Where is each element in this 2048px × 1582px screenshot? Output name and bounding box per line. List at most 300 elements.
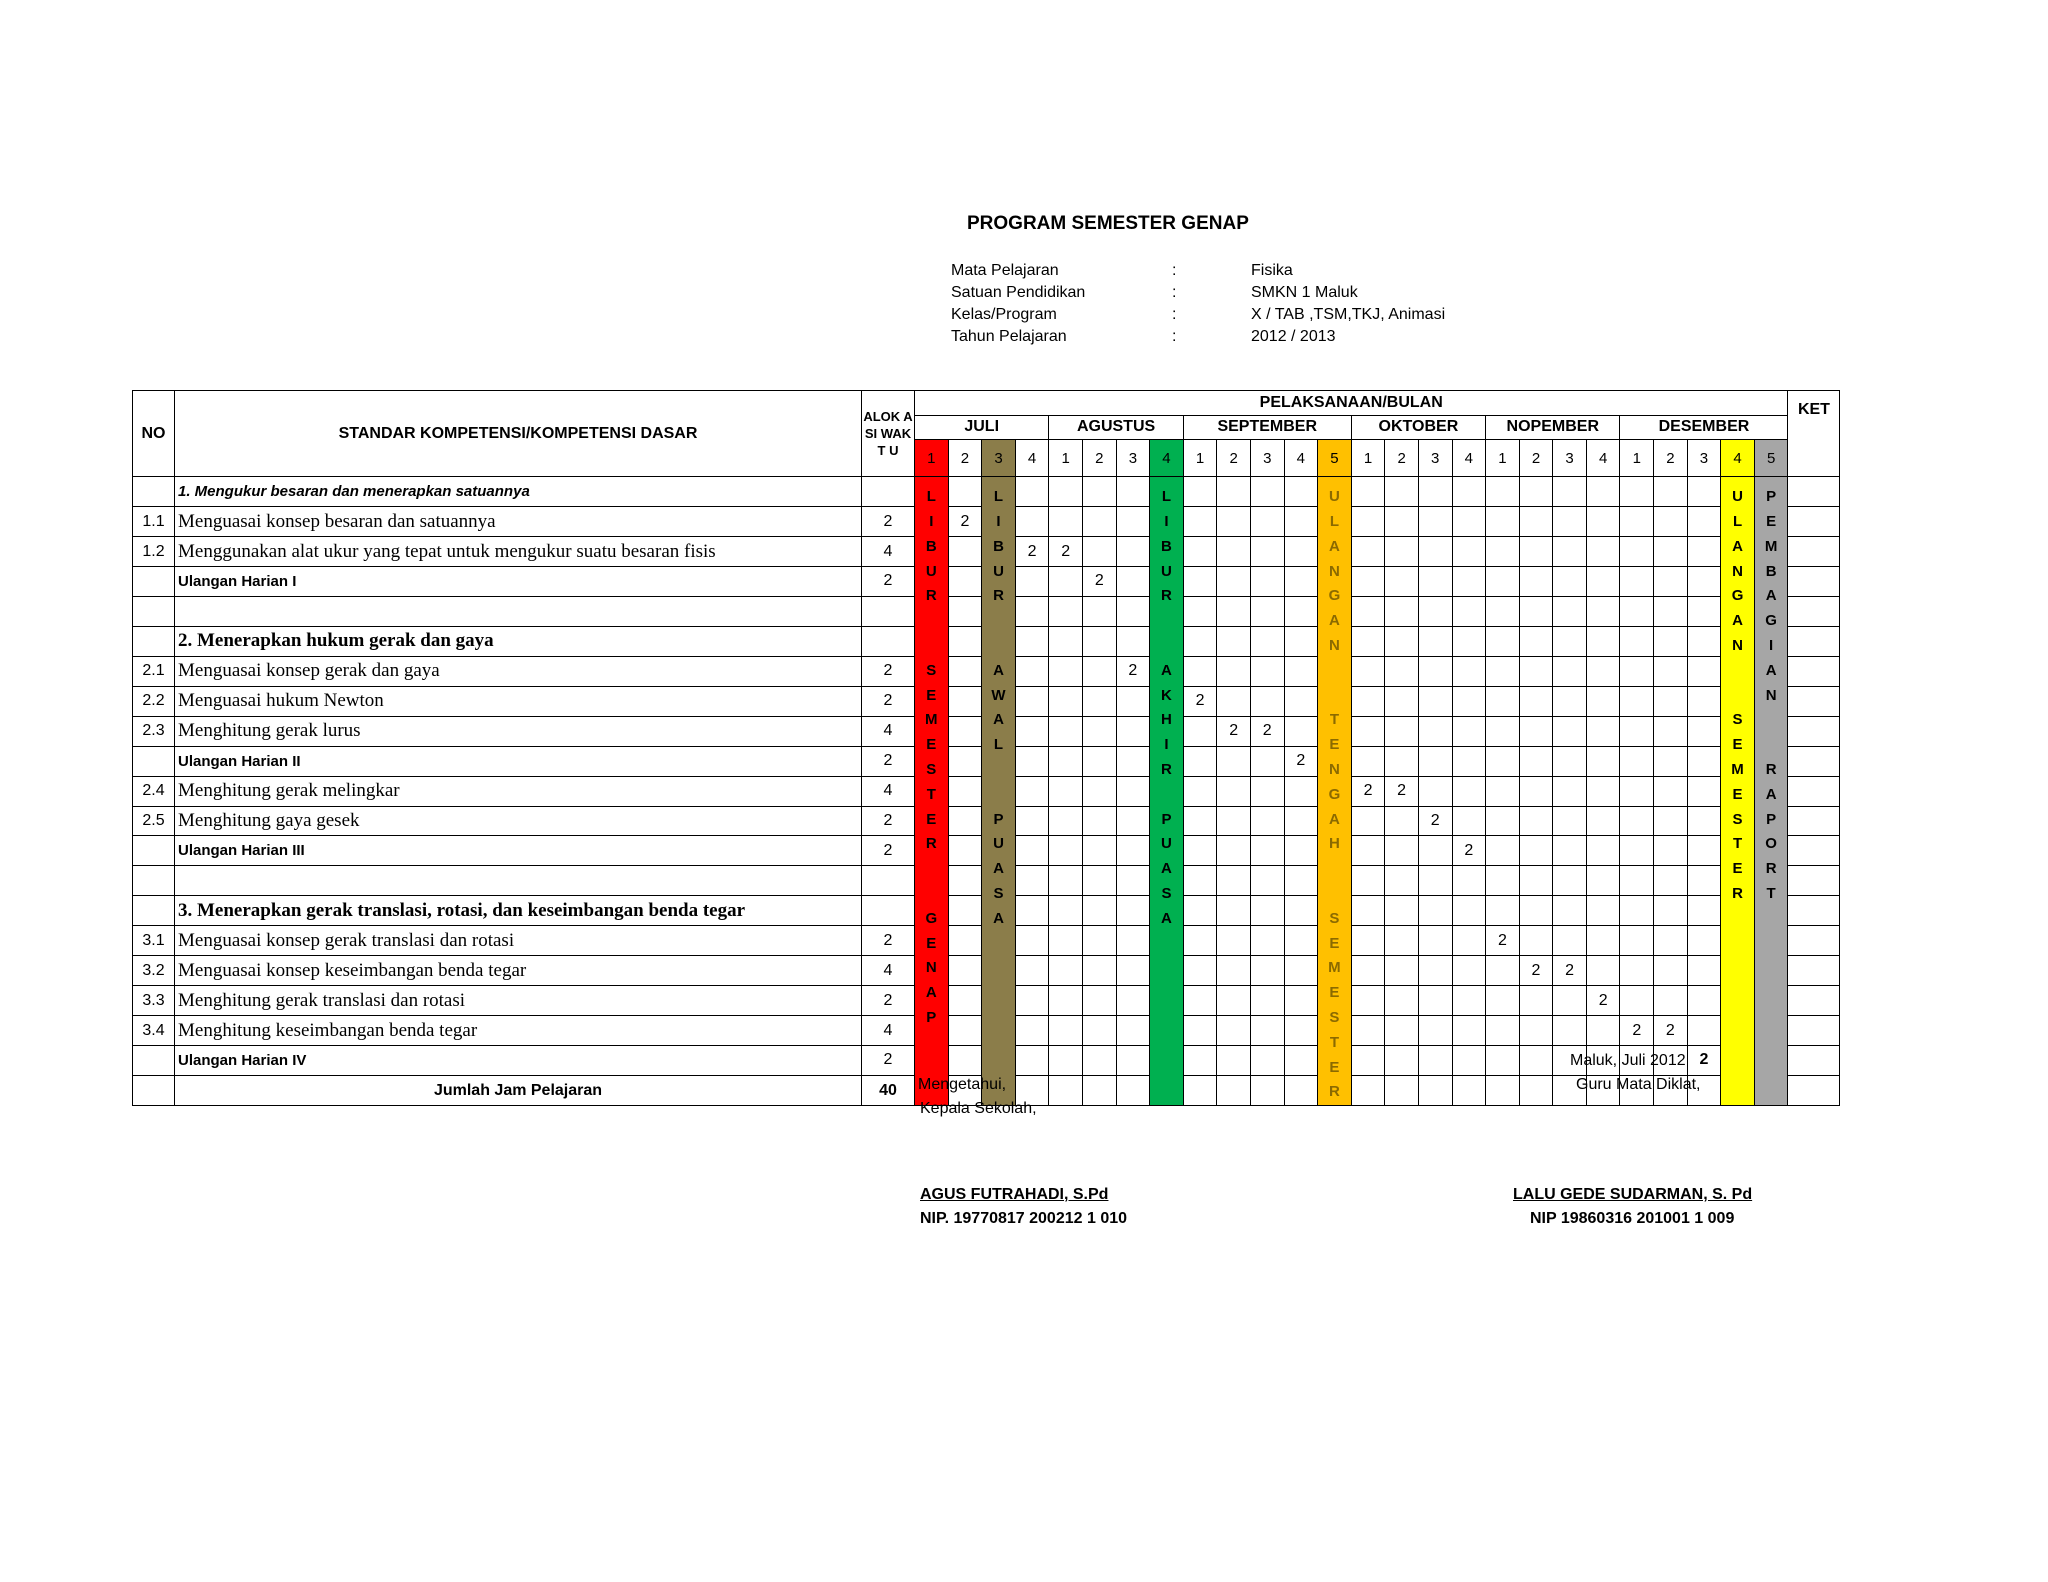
empty-cell — [948, 746, 982, 776]
vertical-letter: R — [1732, 884, 1743, 902]
empty-cell — [1116, 507, 1150, 537]
row-no — [133, 477, 175, 507]
empty-cell — [1250, 626, 1284, 656]
hours-cell: 2 — [1553, 956, 1587, 986]
teacher-title: Guru Mata Diklat, — [1576, 1076, 1701, 1093]
info-value: SMKN 1 Maluk — [1251, 284, 1358, 301]
empty-cell — [1116, 626, 1150, 656]
empty-cell — [1418, 1046, 1452, 1076]
empty-cell — [1486, 507, 1520, 537]
info-value: Fisika — [1251, 262, 1293, 279]
competency-standard: 1. Mengukur besaran dan menerapkan satuannya — [175, 477, 862, 507]
empty-cell — [1586, 926, 1620, 956]
teacher-name: LALU GEDE SUDARMAN, S. Pd — [1513, 1186, 1753, 1203]
competency-label: Menghitung gerak melingkar — [175, 776, 862, 806]
empty-cell — [1284, 1075, 1318, 1105]
hours-cell: 2 — [1183, 686, 1217, 716]
empty-cell — [948, 716, 982, 746]
empty-cell — [1586, 806, 1620, 836]
empty-cell — [1687, 776, 1721, 806]
principal-title: Kepala Sekolah, — [920, 1100, 1037, 1117]
row-no — [133, 836, 175, 866]
week-cell: 3 — [982, 440, 1016, 477]
empty-cell — [948, 896, 982, 926]
competency-label: Menghitung gerak translasi dan rotasi — [175, 986, 862, 1016]
empty-cell — [1015, 596, 1049, 626]
empty-cell — [1452, 866, 1486, 896]
competency-label: Menguasai konsep besaran dan satuannya — [175, 507, 862, 537]
empty-cell — [1015, 926, 1049, 956]
empty-cell — [1284, 776, 1318, 806]
vertical-letter: H — [1161, 711, 1172, 729]
empty-cell — [1620, 537, 1654, 567]
empty-cell — [1519, 686, 1553, 716]
ket-cell — [1788, 477, 1840, 507]
empty-cell — [1015, 746, 1049, 776]
empty-cell — [1620, 567, 1654, 597]
empty-cell — [1452, 1046, 1486, 1076]
vertical-label — [1150, 477, 1184, 1106]
empty-cell — [1284, 567, 1318, 597]
empty-cell — [1284, 926, 1318, 956]
competency-label: Ulangan Harian III — [175, 836, 862, 866]
empty-cell — [1553, 477, 1587, 507]
empty-cell — [1654, 716, 1688, 746]
allocation — [862, 626, 915, 656]
empty-cell — [1351, 836, 1385, 866]
vertical-letter: U — [993, 562, 1004, 580]
empty-cell — [1654, 956, 1688, 986]
vertical-letter: E — [1329, 736, 1340, 754]
empty-cell — [1015, 477, 1049, 507]
empty-cell — [1284, 596, 1318, 626]
empty-cell — [1284, 716, 1318, 746]
empty-cell — [948, 537, 982, 567]
vertical-letter — [982, 609, 1015, 634]
competency-standard: 3. Menerapkan gerak translasi, rotasi, dan keseimbangan benda tegar — [175, 896, 862, 926]
week-cell: 4 — [1150, 440, 1184, 477]
empty-cell — [1519, 1046, 1553, 1076]
vertical-letter: R — [1161, 587, 1172, 605]
empty-cell — [1015, 896, 1049, 926]
empty-cell — [1049, 626, 1083, 656]
empty-cell — [1418, 896, 1452, 926]
empty-cell — [1284, 507, 1318, 537]
empty-cell — [1250, 537, 1284, 567]
ket-cell — [1788, 596, 1840, 626]
week-cell: 3 — [1250, 440, 1284, 477]
week-cell: 5 — [1754, 440, 1788, 477]
vertical-letter: L — [926, 488, 936, 506]
week-cell: 1 — [1183, 440, 1217, 477]
empty-cell — [1015, 836, 1049, 866]
empty-cell — [1654, 596, 1688, 626]
empty-cell — [1452, 507, 1486, 537]
competency-label: Menguasai konsep gerak dan gaya — [175, 656, 862, 686]
vertical-letter — [1755, 708, 1788, 733]
header-pelaksanaan: PELAKSANAAN/BULAN — [915, 391, 1788, 416]
vertical-letter: A — [1765, 661, 1777, 679]
vertical-letter: R — [1765, 860, 1777, 878]
empty-cell — [1250, 507, 1284, 537]
empty-cell — [1183, 477, 1217, 507]
empty-cell — [1687, 896, 1721, 926]
info-separator: : — [1172, 306, 1177, 323]
empty-cell — [1620, 477, 1654, 507]
empty-cell — [1082, 956, 1116, 986]
empty-cell — [1486, 656, 1520, 686]
empty-cell — [1049, 567, 1083, 597]
empty-cell — [1385, 686, 1419, 716]
empty-cell — [1654, 686, 1688, 716]
empty-cell — [1418, 567, 1452, 597]
vertical-letter: A — [1329, 612, 1340, 630]
empty-cell — [1519, 656, 1553, 686]
vertical-letter: I — [1769, 636, 1774, 654]
vertical-letter: W — [991, 686, 1006, 704]
empty-cell — [1082, 596, 1116, 626]
empty-cell — [1284, 537, 1318, 567]
month-juli: JULI — [915, 415, 1049, 440]
empty-cell — [1082, 806, 1116, 836]
vertical-letter: R — [1161, 760, 1172, 778]
vertical-letter: A — [1161, 661, 1172, 679]
empty-cell — [1183, 896, 1217, 926]
competency-label: Menguasai konsep keseimbangan benda tegar — [175, 956, 862, 986]
allocation — [862, 896, 915, 926]
vertical-letter: B — [993, 537, 1004, 555]
hours-cell: 2 — [948, 507, 982, 537]
header-no: NO — [133, 391, 175, 477]
vertical-letter: I — [1164, 512, 1169, 530]
vertical-letter: R — [925, 835, 937, 853]
empty-cell — [1452, 896, 1486, 926]
allocation: 2 — [862, 507, 915, 537]
vertical-letter: I — [996, 512, 1001, 530]
week-cell: 3 — [1418, 440, 1452, 477]
empty-cell — [1351, 716, 1385, 746]
empty-cell — [1116, 836, 1150, 866]
empty-cell — [1553, 926, 1587, 956]
competency-label: Menggunakan alat ukur yang tepat untuk mengukur suatu besaran fisis — [175, 537, 862, 567]
empty-cell — [1486, 896, 1520, 926]
empty-cell — [948, 686, 982, 716]
empty-cell — [1217, 1075, 1251, 1105]
week-cell: 3 — [1553, 440, 1587, 477]
empty-cell — [1452, 686, 1486, 716]
empty-cell — [1082, 1046, 1116, 1076]
empty-cell — [1183, 716, 1217, 746]
hours-cell: 2 — [1082, 567, 1116, 597]
empty-cell — [1217, 836, 1251, 866]
hours-cell: 2 — [1116, 656, 1150, 686]
empty-cell — [1586, 956, 1620, 986]
empty-cell — [1620, 746, 1654, 776]
empty-cell — [1217, 507, 1251, 537]
empty-cell — [1553, 507, 1587, 537]
ket-cell — [1788, 806, 1840, 836]
empty-cell — [1620, 626, 1654, 656]
empty-cell — [1082, 836, 1116, 866]
allocation: 2 — [862, 926, 915, 956]
empty-cell — [948, 986, 982, 1016]
empty-cell — [1015, 626, 1049, 656]
row-no — [133, 626, 175, 656]
week-cell: 2 — [948, 440, 982, 477]
empty-cell — [1385, 926, 1419, 956]
vertical-letter: M — [1731, 760, 1744, 778]
empty-cell — [1687, 806, 1721, 836]
vertical-letter — [915, 857, 948, 882]
vertical-letter: A — [1329, 537, 1340, 555]
week-cell: 1 — [1049, 440, 1083, 477]
empty-cell — [1620, 926, 1654, 956]
vertical-letter: K — [1161, 686, 1172, 704]
empty-cell — [1385, 1075, 1419, 1105]
empty-cell — [948, 626, 982, 656]
empty-cell — [1553, 836, 1587, 866]
empty-cell — [1553, 626, 1587, 656]
empty-cell — [1183, 626, 1217, 656]
empty-cell — [1250, 746, 1284, 776]
empty-cell — [1553, 656, 1587, 686]
vertical-letter: T — [1732, 835, 1743, 853]
row-no — [133, 596, 175, 626]
empty-cell — [1116, 866, 1150, 896]
empty-cell — [1183, 1075, 1217, 1105]
vertical-letter: N — [1765, 686, 1777, 704]
empty-cell — [1385, 596, 1419, 626]
vertical-letter: A — [993, 860, 1004, 878]
empty-cell — [1687, 866, 1721, 896]
month-nopember: NOPEMBER — [1486, 415, 1620, 440]
empty-cell — [1687, 567, 1721, 597]
empty-cell — [1284, 1046, 1318, 1076]
vertical-letter: N — [925, 959, 937, 977]
ket-cell — [1788, 776, 1840, 806]
empty-cell — [1385, 537, 1419, 567]
empty-cell — [1654, 507, 1688, 537]
ket-cell — [1788, 716, 1840, 746]
empty-cell — [1217, 567, 1251, 597]
empty-cell — [1553, 1016, 1587, 1046]
vertical-letter: E — [1329, 984, 1340, 1002]
ket-cell — [1788, 626, 1840, 656]
empty-cell — [1116, 537, 1150, 567]
vertical-letter: L — [1732, 512, 1743, 530]
empty-cell — [1015, 866, 1049, 896]
total-hours: 40 — [862, 1075, 915, 1105]
vertical-letter: S — [993, 884, 1004, 902]
empty-cell — [1452, 626, 1486, 656]
vertical-letter: P — [926, 1008, 937, 1026]
empty-cell — [1519, 596, 1553, 626]
vertical-letter: E — [1732, 785, 1743, 803]
empty-cell — [1049, 716, 1083, 746]
empty-cell — [1654, 806, 1688, 836]
row-no: 2.3 — [133, 716, 175, 746]
vertical-label — [982, 477, 1016, 1106]
empty-cell — [1183, 776, 1217, 806]
vertical-letter — [1318, 659, 1351, 684]
row-no: 1.1 — [133, 507, 175, 537]
vertical-letter: T — [1766, 884, 1776, 902]
vertical-letter — [915, 882, 948, 907]
ket-cell — [1788, 866, 1840, 896]
empty-cell — [1687, 986, 1721, 1016]
week-cell: 2 — [1217, 440, 1251, 477]
week-cell: 2 — [1519, 440, 1553, 477]
allocation: 4 — [862, 1016, 915, 1046]
empty-cell — [1217, 986, 1251, 1016]
empty-cell — [1687, 626, 1721, 656]
empty-cell — [1486, 806, 1520, 836]
empty-cell — [1452, 986, 1486, 1016]
allocation — [862, 596, 915, 626]
header-standard: STANDAR KOMPETENSI/KOMPETENSI DASAR — [175, 391, 862, 477]
empty-cell — [1049, 656, 1083, 686]
vertical-letter: T — [926, 785, 936, 803]
empty-cell — [1082, 1075, 1116, 1105]
vertical-letter: N — [1329, 636, 1340, 654]
empty-cell — [1620, 896, 1654, 926]
empty-cell — [1116, 896, 1150, 926]
week-cell: 4 — [1721, 440, 1755, 477]
vertical-letter — [1318, 857, 1351, 882]
empty-cell — [1082, 507, 1116, 537]
vertical-letter: T — [1329, 1033, 1339, 1051]
empty-cell — [1486, 686, 1520, 716]
empty-cell — [1183, 956, 1217, 986]
empty-cell — [1586, 507, 1620, 537]
month-september: SEPTEMBER — [1183, 415, 1351, 440]
ket-cell — [1788, 1046, 1840, 1076]
row-no — [133, 896, 175, 926]
empty-cell — [1486, 746, 1520, 776]
competency-standard: 2. Menerapkan hukum gerak dan gaya — [175, 626, 862, 656]
empty-cell — [1351, 537, 1385, 567]
empty-cell — [1351, 866, 1385, 896]
empty-cell — [1351, 746, 1385, 776]
empty-cell — [1250, 776, 1284, 806]
empty-cell — [1049, 806, 1083, 836]
empty-cell — [1553, 746, 1587, 776]
empty-cell — [1183, 746, 1217, 776]
empty-cell — [1654, 836, 1688, 866]
empty-cell — [1116, 926, 1150, 956]
competency-label: Menghitung keseimbangan benda tegar — [175, 1016, 862, 1046]
hours-cell: 2 — [1519, 956, 1553, 986]
empty-cell — [1586, 656, 1620, 686]
empty-cell — [1250, 567, 1284, 597]
vertical-label — [1318, 477, 1352, 1106]
info-value: X / TAB ,TSM,TKJ, Animasi — [1251, 306, 1446, 323]
empty-cell — [1519, 567, 1553, 597]
empty-cell — [1620, 716, 1654, 746]
vertical-letter: S — [926, 661, 937, 679]
vertical-letter: E — [926, 736, 937, 754]
competency-label: Menghitung gaya gesek — [175, 806, 862, 836]
empty-cell — [1452, 746, 1486, 776]
empty-cell — [1284, 1016, 1318, 1046]
competency-label: Menguasai hukum Newton — [175, 686, 862, 716]
vertical-letter: R — [925, 587, 937, 605]
vertical-label — [915, 477, 949, 1106]
empty-cell — [1586, 567, 1620, 597]
empty-cell — [1082, 776, 1116, 806]
empty-cell — [1250, 836, 1284, 866]
empty-cell — [1217, 866, 1251, 896]
ket-cell — [1788, 746, 1840, 776]
vertical-letter: M — [925, 711, 938, 729]
vertical-letter: T — [1329, 711, 1339, 729]
empty-cell — [1687, 926, 1721, 956]
vertical-letter: B — [1161, 537, 1172, 555]
empty-cell — [1553, 716, 1587, 746]
allocation: 4 — [862, 716, 915, 746]
row-no — [133, 1075, 175, 1105]
empty-cell — [948, 1016, 982, 1046]
row-no: 2.1 — [133, 656, 175, 686]
acknowledged-label: Mengetahui, — [918, 1076, 1007, 1093]
empty-cell — [1217, 656, 1251, 686]
empty-cell — [1519, 716, 1553, 746]
empty-cell — [1687, 716, 1721, 746]
empty-cell — [1519, 507, 1553, 537]
empty-cell — [1250, 656, 1284, 686]
vertical-letter: I — [1164, 736, 1169, 754]
empty-cell — [1082, 656, 1116, 686]
empty-cell — [1250, 986, 1284, 1016]
ket-cell — [1788, 507, 1840, 537]
ket-cell — [1788, 896, 1840, 926]
empty-cell — [1486, 626, 1520, 656]
empty-cell — [1217, 896, 1251, 926]
month-agustus: AGUSTUS — [1049, 415, 1183, 440]
empty-cell — [1553, 896, 1587, 926]
competency-label: Menghitung gerak lurus — [175, 716, 862, 746]
empty-cell — [1452, 537, 1486, 567]
empty-cell — [1586, 866, 1620, 896]
hours-cell: 2 — [1620, 1016, 1654, 1046]
empty-cell — [1418, 926, 1452, 956]
ket-cell — [1788, 656, 1840, 686]
empty-cell — [1284, 956, 1318, 986]
empty-cell — [1284, 866, 1318, 896]
empty-cell — [1082, 537, 1116, 567]
empty-cell — [1082, 686, 1116, 716]
empty-cell — [1486, 477, 1520, 507]
empty-cell — [1519, 806, 1553, 836]
empty-cell — [1217, 686, 1251, 716]
empty-cell — [1082, 746, 1116, 776]
empty-cell — [1284, 896, 1318, 926]
empty-cell — [1654, 656, 1688, 686]
ket-cell — [1788, 1016, 1840, 1046]
vertical-letter: G — [925, 909, 938, 927]
vertical-letter: U — [925, 562, 937, 580]
empty-cell — [1351, 686, 1385, 716]
empty-cell — [1250, 926, 1284, 956]
empty-cell — [1418, 866, 1452, 896]
empty-cell — [1116, 986, 1150, 1016]
vertical-letter: N — [1732, 562, 1743, 580]
competency-label: Menguasai konsep gerak translasi dan rotasi — [175, 926, 862, 956]
empty-cell — [1486, 567, 1520, 597]
empty-cell — [1418, 626, 1452, 656]
info-separator: : — [1172, 262, 1177, 279]
empty-cell — [1217, 776, 1251, 806]
